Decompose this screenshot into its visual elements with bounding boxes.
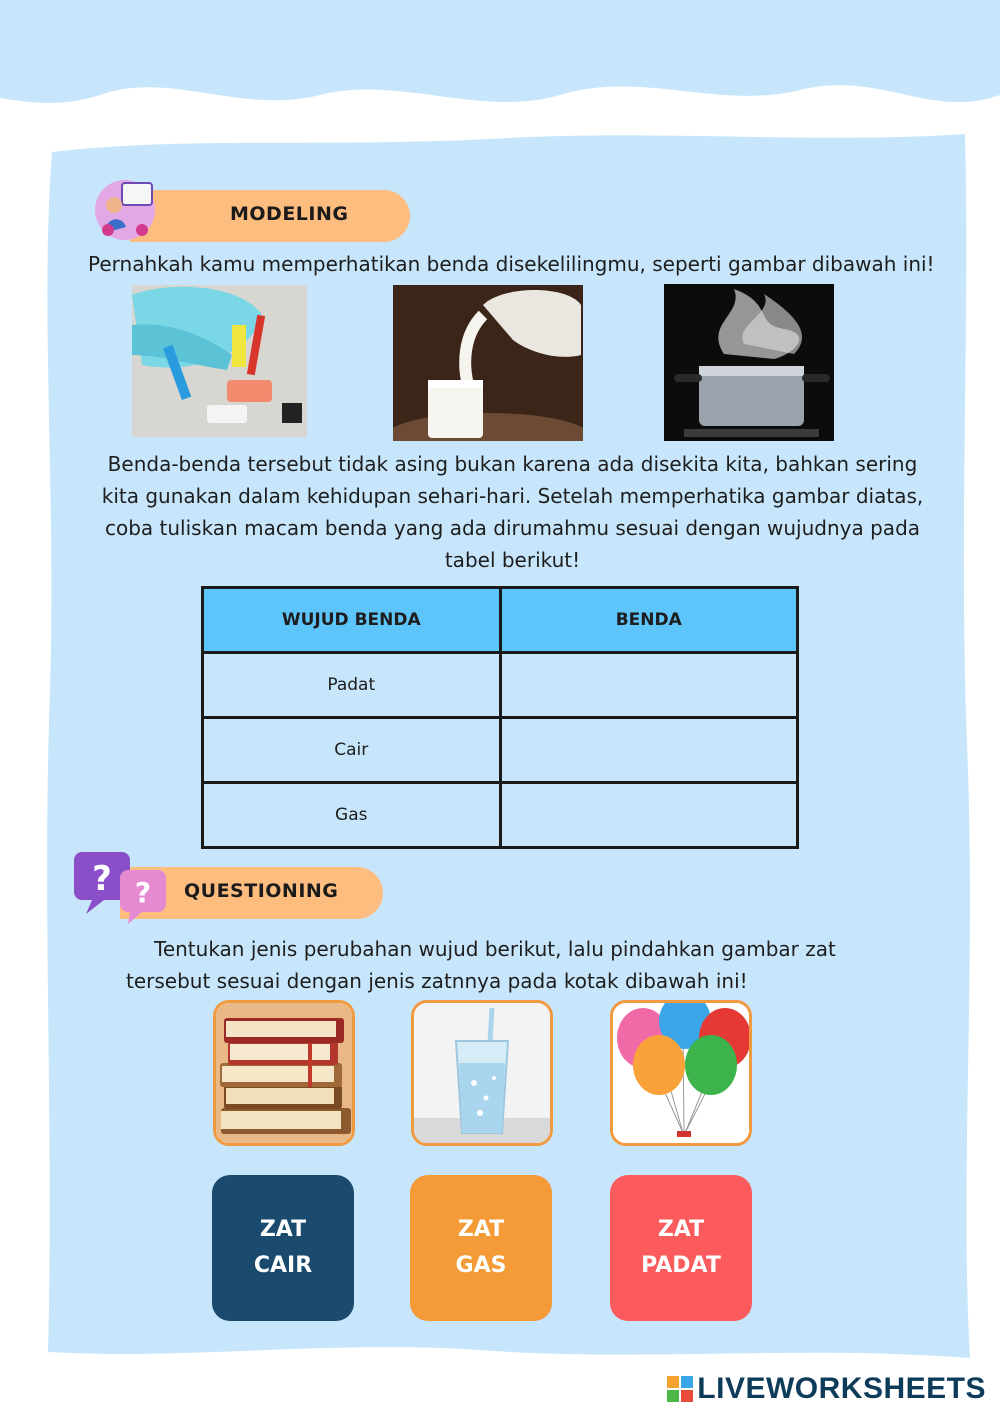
svg-text:?: ? bbox=[92, 859, 112, 899]
milk-glass-photo bbox=[393, 285, 583, 441]
modeling-title: MODELING bbox=[230, 203, 349, 225]
drop-target-zat-gas[interactable] bbox=[410, 1175, 552, 1321]
paragraph-line: kita gunakan dalam kehidupan sehari-hari. Setelah memperhatika gambar diatas, bbox=[101, 484, 924, 508]
header-wujud-benda: WUJUD BENDA bbox=[203, 588, 501, 653]
pencil-case-icon bbox=[132, 285, 307, 437]
water-glass-card[interactable] bbox=[411, 1000, 553, 1146]
wujud-cell: Gas bbox=[203, 783, 501, 848]
target-label-line1: ZAT bbox=[259, 1217, 307, 1242]
benda-input-cell[interactable] bbox=[500, 783, 798, 848]
table-row bbox=[203, 653, 798, 718]
header-benda: BENDA bbox=[500, 588, 798, 653]
logo-text: LIVEWORKSHEETS bbox=[697, 1372, 986, 1405]
instruction-line: Tentukan jenis perubahan wujud berikut, lalu pindahkan gambar zat bbox=[154, 937, 836, 961]
drop-target-zat-cair[interactable] bbox=[212, 1175, 354, 1321]
modeling-intro: Pernahkah kamu memperhatikan benda disekelilingmu, seperti gambar dibawah ini! bbox=[88, 252, 935, 276]
target-label-line1: ZAT bbox=[457, 1217, 505, 1242]
questioning-instruction bbox=[126, 933, 906, 997]
questioning-title: QUESTIONING bbox=[184, 880, 339, 902]
books-card[interactable] bbox=[213, 1000, 355, 1146]
top-wave-decoration bbox=[0, 0, 1000, 140]
svg-text:?: ? bbox=[134, 876, 152, 909]
liveworksheets-logo bbox=[667, 1372, 986, 1406]
target-label-line1: ZAT bbox=[657, 1217, 705, 1242]
target-label-line2: CAIR bbox=[253, 1253, 313, 1278]
books-icon bbox=[216, 1003, 352, 1143]
modeling-paragraph bbox=[60, 448, 965, 576]
table-row bbox=[203, 783, 798, 848]
instruction-line: tersebut sesuai dengan jenis zatnnya pada kotak dibawah ini! bbox=[126, 969, 748, 993]
target-label-line2: GAS bbox=[455, 1253, 507, 1278]
steaming-pot-photo bbox=[664, 284, 834, 441]
water-glass-icon bbox=[414, 1003, 550, 1143]
wujud-cell: Cair bbox=[203, 718, 501, 783]
wujud-benda-table bbox=[201, 586, 799, 849]
target-label-line2: PADAT bbox=[641, 1253, 721, 1278]
balloons-icon bbox=[613, 1003, 749, 1143]
benda-input-cell[interactable] bbox=[500, 653, 798, 718]
pencil-case-photo bbox=[132, 285, 307, 437]
modeling-icon bbox=[90, 175, 160, 245]
liveworksheets-mark-icon bbox=[667, 1376, 693, 1402]
benda-input-cell[interactable] bbox=[500, 718, 798, 783]
milk-glass-icon bbox=[393, 285, 583, 441]
paragraph-line: coba tuliskan macam benda yang ada dirumahmu sesuai dengan wujudnya pada bbox=[104, 516, 921, 540]
wujud-cell: Padat bbox=[203, 653, 501, 718]
drop-target-zat-padat[interactable] bbox=[610, 1175, 752, 1321]
table-row bbox=[203, 718, 798, 783]
balloons-card[interactable] bbox=[610, 1000, 752, 1146]
paragraph-line: tabel berikut! bbox=[444, 548, 581, 572]
paragraph-line: Benda-benda tersebut tidak asing bukan karena ada disekita kita, bahkan sering bbox=[107, 452, 918, 476]
steaming-pot-icon bbox=[664, 284, 834, 441]
question-bubble-icon bbox=[72, 850, 172, 930]
